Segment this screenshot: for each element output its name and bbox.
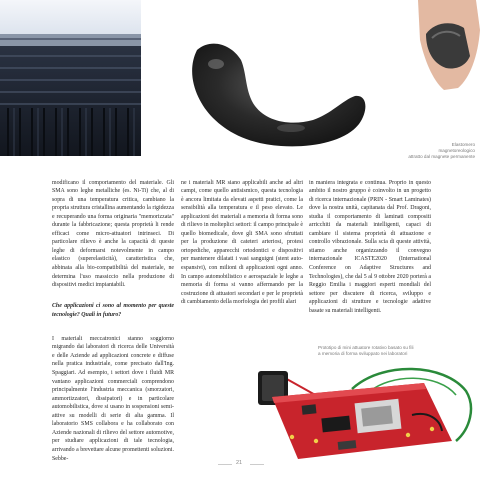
column-2-paragraph: ne i materiali MR siano applicabili anche ad altri campi, come quello antisismico, questa tecnologia è ancora limitata da elevati aspetti pratici, come la sensibilità alla temperatura e il peso elevato. Le applicazioni dei materiali a memoria di forma sono di rilievo in molteplici settori: il campo principale è quello biomedicale, dove gli SMA sono sfruttati per la produzione di cateteri arteriosi, protesi ortopediche, apparecchi ortodontici e dispositivi per mantenere dilatati i vasi sanguigni (stent auto-espansivi), con milioni di applicazioni ogni anno. In campo automobilistico e aerospaziale le leghe a memoria di forma si vanno affermando per la costruzione di attuatori secondari e per le proprietà di cambiamento della morfologia dei profili alari: [181, 179, 303, 306]
building-photo: [0, 0, 141, 156]
hand-image: [412, 0, 480, 90]
elastomer-image: [171, 30, 371, 150]
building-facade-image: [0, 0, 141, 156]
prototype-caption: Prototipo di mini attuatore rotativo basato su fili a memoria di forma sviluppato nei laboratori: [318, 345, 414, 356]
elastomer-caption: Elastomero magnetoreologico attratto dal magnete permanente: [408, 142, 475, 159]
page-number-rule-left: [218, 464, 232, 465]
actuator-prototype-photo: [232, 355, 476, 463]
page-number: 21: [236, 460, 243, 466]
column-2: [181, 170, 303, 315]
column-1-paragraph-1: modificano il comportamento del materiale. Gli SMA sono leghe metalliche (es. Ni-Ti) che, al di sopra di una temperatura critica, cambiano la propria struttura cristallina aumentando la rigidezza e recuperando una forma originaria "memorizzata" durante la fabbricazione; questa proprietà li rende efficaci come micro-attuatori intrinseci. Di particolare rilievo è anche la capacità di queste leghe di deformarsi notevolmente in campo elastico (superelasticità), caratteristica che, abbinata alla bio-compatibilità del materiale, ne determina l'uso massiccio nella produzione di dispositivi medici impiantabili.: [52, 179, 174, 289]
elastomer-photo: [171, 30, 371, 150]
column-3-paragraph: in maniera integrata e continua. Proprio in questo ambito il nostro gruppo è coinvolto in un progetto di ricerca internazionale (PRIN - Smart Laminates) dove la nostra unità, capitanata dal Prof. Dragoni, studia il comportamento di laminati compositi arricchiti da materiali intelligenti, capaci di cambiare il sistema proprietà di attuazione e controllo vibrazionale. Sulla scia di queste attività, stiamo anche organizzando il convegno internazionale ICASTE2020 (International Conference on Adaptive Structures and Technologies), che dal 5 al 9 ottobre 2020 porterà a Reggio Emilia i maggiori esperti mondiali del settore per discutere di ricerca, sviluppo e applicazioni di strutture e tecnologie adattive basate su materiali intelligenti.: [309, 179, 431, 314]
hand-magnet-photo: [412, 0, 480, 90]
interview-question: Che applicazioni ci sono al momento per queste tecnologie? Quali in futuro?: [52, 303, 174, 318]
column-3: [309, 170, 431, 324]
circuit-board-image: [232, 355, 476, 463]
column-1: [52, 170, 174, 472]
column-1-paragraph-2: I materiali meccatronici stanno soggiorno migrando dai laboratori di ricerca delle Università e delle Aziende ad applicazioni concrete e diffuse nella pratica industriale, come precisato dall'Ing. Spaggiari. Ad esempio, i settori dove i fluidi MR vantano applicazioni commerciali comprendono principalmente l'industria meccanica (smorzatori, ammortizzatori, dissipatori) e in particolare automobilistica, dove si usano in sospensioni semi-attive su modelli di serie di alta gamma. Il laboratorio SMS collabora e ha collaborato con Aziende nazionali di rilievo del settore automotive, per studiare applicazioni di tale tecnologia, arrivando a brevettare alcune promettenti soluzioni. Sebbe-: [52, 335, 174, 462]
page-number-rule-right: [250, 464, 264, 465]
